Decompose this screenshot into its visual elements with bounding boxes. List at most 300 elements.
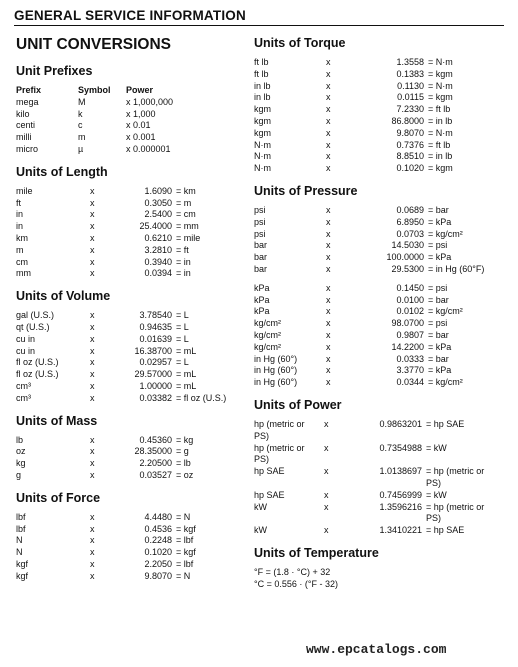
factor-value: 100.0000 [386,252,424,263]
to-unit: = fl oz (U.S.) [176,392,227,403]
conversion-row [252,342,508,354]
header-prefix: Prefix [16,85,42,95]
section-title: Unit Prefixes [16,64,93,78]
multiply-sign: x [324,466,329,477]
multiply-sign: x [326,163,331,174]
to-unit: = ft lb [428,104,451,115]
pressure-section [252,184,508,389]
conversion-row [252,525,508,537]
force-section [14,491,244,583]
prefix-name: milli [16,132,32,143]
page-header-title: GENERAL SERVICE INFORMATION [14,8,246,23]
multiply-sign: x [90,511,95,522]
multiply-sign: x [326,127,331,138]
multiply-sign: x [326,240,331,251]
multiply-sign: x [326,139,331,150]
from-unit: psi [254,216,266,227]
from-unit: kW [254,501,267,512]
conversion-row [252,128,508,140]
conversion-row [252,330,508,342]
multiply-sign: x [326,306,331,317]
prefix-symbol: c [78,120,83,131]
to-unit: = in lb [428,151,453,162]
multiply-sign: x [324,501,329,512]
conversion-row [14,535,244,547]
from-unit: ft lb [254,57,269,67]
factor-value: 1.3410221 [379,525,422,536]
header-power: Power [126,85,154,95]
from-unit: kgm [254,115,272,126]
multiply-sign: x [90,570,95,581]
factor-value: 0.0344 [396,377,424,388]
factor-value: 0.03527 [139,469,172,480]
left-column [14,36,244,592]
to-unit: = kg/cm² [428,377,463,388]
prefix-power: x 1,000,000 [126,96,174,107]
factor-value: 98.0700 [391,318,424,329]
prefix-symbol: M [78,96,86,107]
factor-value: 0.0100 [396,294,424,305]
multiply-sign: x [90,523,95,534]
from-unit: cm³ [16,380,31,391]
to-unit: = kW [426,442,447,453]
factor-value: 14.5030 [391,240,424,251]
to-unit: = L [176,321,189,332]
temperature-section [252,546,508,591]
from-unit: hp SAE [254,489,285,500]
to-unit: = N·m [428,57,453,67]
factor-value: 2.5400 [144,209,172,220]
factor-value: 0.1383 [396,68,424,79]
multiply-sign: x [90,232,95,243]
from-unit: hp SAE [254,466,285,477]
to-unit: = mile [176,232,201,243]
conversion-row [252,69,508,81]
multiply-sign: x [326,204,331,215]
factor-value: 0.01639 [139,333,172,344]
factor-value: 0.02957 [139,357,172,368]
prefix-row [14,97,244,109]
conversion-row [252,377,508,389]
conversion-row [14,198,244,210]
multiply-sign: x [90,221,95,232]
multiply-sign: x [324,489,329,500]
to-unit: = cm [176,209,196,220]
from-unit: cu in [16,333,36,344]
to-unit: = mL [176,380,197,391]
to-unit: = mL [176,345,197,356]
factor-value: 0.2248 [144,535,172,546]
from-unit: g [16,469,22,480]
conversion-row [252,252,508,264]
from-unit: m [16,244,24,255]
from-unit: psi [254,228,266,239]
prefix-symbol: k [78,108,83,119]
prefix-name: centi [16,120,36,131]
conversion-row [252,240,508,252]
from-unit: mile [16,185,33,196]
factor-value: 0.3050 [144,197,172,208]
to-unit: = in [176,256,191,267]
factor-value: 86.8000 [391,115,424,126]
from-unit: N·m [254,151,271,162]
conversion-row [14,393,244,405]
multiply-sign: x [90,333,95,344]
unit-prefixes-section [14,64,244,156]
from-unit: hp (metric or PS) [254,418,305,441]
conversion-row [14,571,244,583]
multiply-sign: x [326,115,331,126]
to-unit: = L [176,310,189,321]
factor-value: 0.7376 [396,139,424,150]
page-header [14,8,504,26]
prefix-power: x 0.001 [126,132,156,143]
multiply-sign: x [326,329,331,340]
from-unit: kgf [16,558,29,569]
from-unit: lbf [16,511,26,522]
from-unit: kg/cm² [254,341,281,352]
multiply-sign: x [324,442,329,453]
to-unit: = m [176,197,192,208]
from-unit: mm [16,268,31,279]
to-unit: = kg [176,434,194,445]
mass-section [14,414,244,482]
multiply-sign: x [90,268,95,279]
factor-value: 1.3558 [396,57,424,67]
from-unit: kPa [254,306,270,317]
watermark: www.epcatalogs.com [306,642,447,657]
factor-value: 0.7354988 [379,442,422,453]
prefix-name: kilo [16,108,30,119]
conversion-row [252,490,508,502]
factor-value: 0.1450 [396,282,424,293]
to-unit: = mm [176,221,199,232]
factor-value: 0.0394 [144,268,172,279]
conversion-row [252,92,508,104]
to-unit: = lb [176,458,191,469]
factor-value: 0.4536 [144,523,172,534]
to-unit: = psi [428,282,448,293]
to-unit: = psi [428,318,448,329]
conversion-row [252,217,508,229]
factor-value: 2.2050 [144,558,172,569]
to-unit: = psi [428,240,448,251]
main-title: UNIT CONVERSIONS [16,36,172,53]
section-title: Units of Force [16,490,101,505]
factor-value: 29.5300 [391,263,424,274]
from-unit: fl oz (U.S.) [16,357,59,368]
conversion-row [252,151,508,163]
to-unit: = kPa [428,365,452,376]
from-unit: kW [254,525,267,536]
factor-value: 1.0138697 [379,466,422,477]
from-unit: in Hg (60°) [254,353,298,364]
from-unit: in lb [254,80,271,91]
multiply-sign: x [326,353,331,364]
from-unit: in Hg (60°) [254,377,298,388]
conversion-row [14,245,244,257]
multiply-sign: x [326,216,331,227]
multiply-sign: x [90,321,95,332]
temperature-formula-c: °C = 0.556 · (°F - 32) [254,578,338,589]
from-unit: kg/cm² [254,329,281,340]
volume-section [14,289,244,404]
multiply-sign: x [326,68,331,79]
factor-value: 0.7456999 [379,489,422,500]
conversion-row [14,334,244,346]
to-unit: = bar [428,329,449,340]
to-unit: = bar [428,294,449,305]
factor-value: 0.1020 [144,547,172,558]
to-unit: = kPa [428,252,452,263]
multiply-sign: x [326,92,331,103]
to-unit: = in [176,268,191,279]
factor-value: 1.3596216 [379,501,422,512]
multiply-sign: x [90,209,95,220]
conversion-row [252,116,508,128]
multiply-sign: x [90,197,95,208]
conversion-row [252,318,508,330]
to-unit: = g [176,446,189,457]
prefix-header-row [14,85,244,97]
multiply-sign: x [326,80,331,91]
multiply-sign: x [90,256,95,267]
conversion-row [252,104,508,116]
factor-value: 0.45360 [139,434,172,445]
prefix-power: x 0.000001 [126,143,171,154]
multiply-sign: x [326,104,331,115]
factor-value: 3.3770 [396,365,424,376]
section-title: Units of Torque [254,36,346,50]
factor-value: 0.1130 [397,80,424,91]
multiply-sign: x [90,458,95,469]
from-unit: N [16,535,23,546]
conversion-row [14,381,244,393]
to-unit: = bar [428,353,449,364]
section-title: Units of Pressure [254,183,358,198]
from-unit: lbf [16,523,26,534]
conversion-row [252,365,508,377]
from-unit: kgf [16,570,29,581]
header-symbol: Symbol [78,85,111,95]
factor-value: 0.03382 [139,392,172,403]
factor-value: 3.2810 [144,244,172,255]
conversion-row [14,524,244,536]
from-unit: gal (U.S.) [16,310,55,321]
section-title: Units of Temperature [254,545,379,560]
conversion-row [14,346,244,358]
from-unit: in Hg (60°) [254,365,298,376]
to-unit: = kgf [176,547,196,558]
prefix-name: mega [16,96,39,107]
to-unit: = kPa [428,341,452,352]
prefix-row [14,109,244,121]
to-unit: = kW [426,489,447,500]
conversion-row [14,470,244,482]
conversion-row [252,229,508,241]
factor-value: 16.38700 [134,345,172,356]
to-unit: = kgm [428,163,453,174]
to-unit: = N·m [428,127,453,138]
prefix-row [14,132,244,144]
factor-value: 0.0333 [396,353,424,364]
conversion-row [252,283,508,295]
to-unit: = kgm [428,92,453,103]
from-unit: cu in [16,345,36,356]
factor-value: 0.0703 [396,228,424,239]
multiply-sign: x [326,318,331,329]
from-unit: bar [254,240,268,251]
from-unit: bar [254,252,268,263]
to-unit: = lbf [176,535,194,546]
to-unit: = ft lb [428,139,451,150]
from-unit: cm [16,256,28,267]
from-unit: lb [16,434,24,445]
multiply-sign: x [326,365,331,376]
multiply-sign: x [326,294,331,305]
from-unit: hp (metric or PS) [254,442,305,465]
to-unit: = in Hg (60°F) [428,263,485,274]
from-unit: in lb [254,92,271,103]
from-unit: kgm [254,127,272,138]
conversion-row [14,310,244,322]
to-unit: = in lb [428,115,453,126]
factor-value: 0.0689 [396,204,424,215]
factor-value: 0.3940 [144,256,172,267]
to-unit: = mL [176,369,197,380]
conversion-row [252,205,508,217]
multiply-sign: x [326,282,331,293]
conversion-row [14,233,244,245]
to-unit: = N·m [428,80,453,91]
from-unit: ft [16,197,22,208]
multiply-sign: x [90,392,95,403]
factor-value: 2.20500 [139,458,172,469]
from-unit: N·m [254,139,271,150]
factor-value: 0.94635 [139,321,172,332]
factor-value: 8.8510 [396,151,424,162]
from-unit: cm³ [16,392,31,403]
conversion-row [14,512,244,524]
from-unit: kg/cm² [254,318,281,329]
multiply-sign: x [326,57,331,67]
factor-value: 7.2330 [396,104,424,115]
multiply-sign: x [90,547,95,558]
conversion-row [14,186,244,198]
conversion-row [14,458,244,470]
to-unit: = hp SAE [426,418,465,429]
from-unit: km [16,232,28,243]
prefix-symbol: m [78,132,86,143]
factor-value: 0.0115 [397,92,424,103]
conversion-row [14,357,244,369]
from-unit: fl oz (U.S.) [16,369,59,380]
prefix-power: x 1,000 [126,108,156,119]
conversion-row [14,257,244,269]
to-unit: = hp (metric or PS) [426,501,485,524]
torque-section [252,36,508,175]
prefix-row [14,144,244,156]
conversion-row [252,466,508,490]
from-unit: N [16,547,23,558]
conversion-row [252,502,508,526]
multiply-sign: x [90,446,95,457]
conversion-row [14,435,244,447]
power-section [252,398,508,537]
multiply-sign: x [90,469,95,480]
conversion-row [252,419,508,443]
to-unit: = kPa [428,216,452,227]
to-unit: = L [176,357,189,368]
conversion-row [14,446,244,458]
conversion-row [252,306,508,318]
multiply-sign: x [326,341,331,352]
from-unit: oz [16,446,26,457]
to-unit: = ft [176,244,189,255]
factor-value: 29.57000 [134,369,172,380]
conversion-row [252,264,508,276]
conversion-row [14,322,244,334]
multiply-sign: x [90,434,95,445]
conversion-row [252,57,508,69]
factor-value: 9.8070 [144,570,172,581]
conversion-row [14,209,244,221]
factor-value: 0.1020 [396,163,424,174]
to-unit: = hp SAE [426,525,465,536]
to-unit: = bar [428,204,449,215]
to-unit: = kg/cm² [428,306,463,317]
section-title: Units of Mass [16,413,98,428]
conversion-row [14,268,244,280]
from-unit: in [16,221,24,232]
section-title: Units of Power [254,397,342,412]
multiply-sign: x [326,263,331,274]
multiply-sign: x [326,228,331,239]
prefix-row [14,120,244,132]
from-unit: psi [254,204,266,215]
multiply-sign: x [326,252,331,263]
conversion-row [14,369,244,381]
conversion-row [252,163,508,175]
conversion-row [252,295,508,307]
to-unit: = kgm [428,68,453,79]
multiply-sign: x [90,310,95,321]
factor-value: 25.4000 [139,221,172,232]
factor-value: 0.6210 [144,232,172,243]
from-unit: N·m [254,163,271,174]
to-unit: = L [176,333,189,344]
multiply-sign: x [90,380,95,391]
to-unit: = kg/cm² [428,228,463,239]
factor-value: 3.78540 [139,310,172,321]
multiply-sign: x [90,185,95,196]
factor-value: 0.9807 [396,329,424,340]
factor-value: 28.35000 [134,446,172,457]
length-section [14,165,244,280]
conversion-row [14,559,244,571]
factor-value: 1.00000 [139,380,172,391]
factor-value: 1.6090 [144,185,172,196]
factor-value: 6.8950 [396,216,424,227]
factor-value: 14.2200 [391,341,424,352]
factor-value: 0.9863201 [379,418,422,429]
multiply-sign: x [90,357,95,368]
temperature-formula-f: °F = (1.8 · °C) + 32 [254,566,331,577]
from-unit: kPa [254,294,270,305]
from-unit: qt (U.S.) [16,321,50,332]
section-title: Units of Length [16,164,108,179]
to-unit: = kgf [176,523,196,534]
